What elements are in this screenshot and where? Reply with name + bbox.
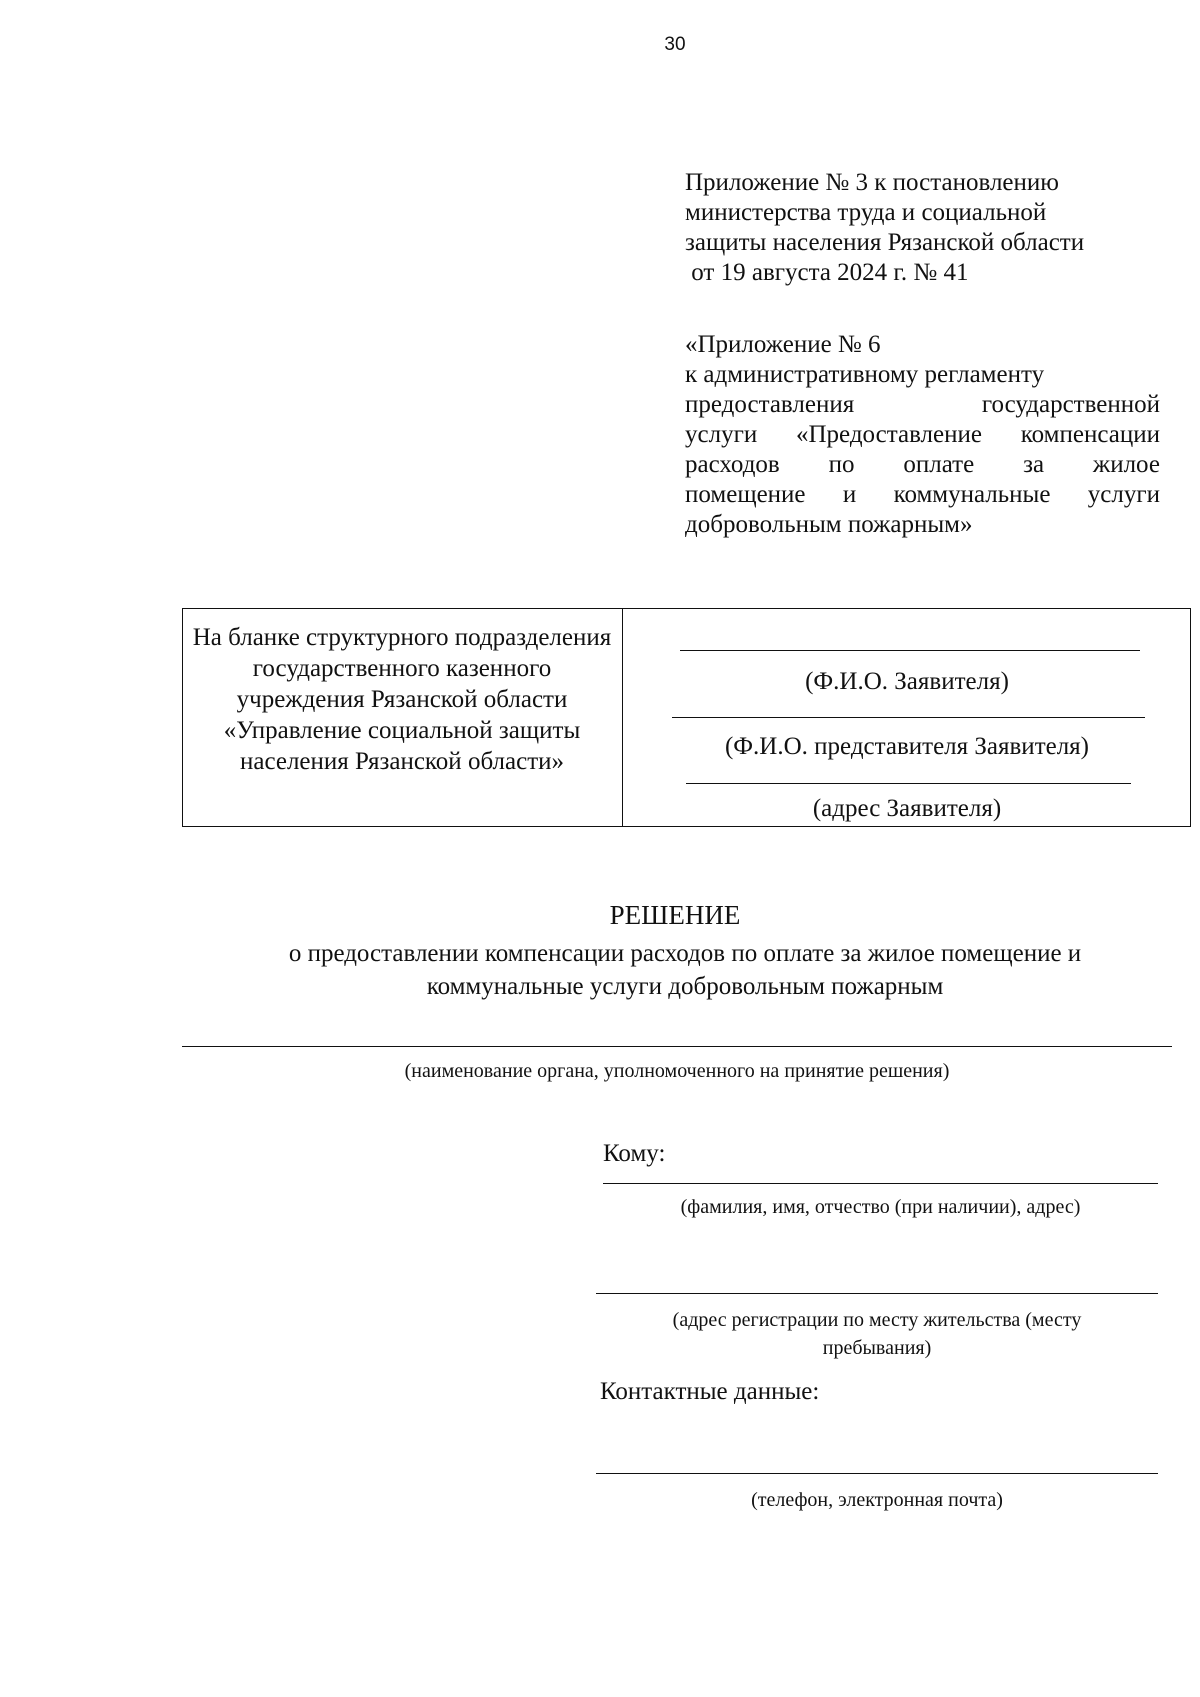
regulation-word: государственной [981, 391, 1160, 418]
regulation-line: к административному регламенту [685, 361, 1045, 388]
authority-name-line[interactable] [182, 1046, 1172, 1047]
appendix-line: защиты населения Рязанской области [685, 229, 1085, 256]
appendix-line: Приложение № 3 к постановлению [685, 169, 1059, 196]
regulation-word: жилое [1092, 451, 1160, 478]
regulation-reference [685, 330, 1160, 540]
appendix-reference [685, 168, 1200, 288]
regulation-word: предоставления [685, 391, 855, 418]
applicant-name-label: (Ф.И.О. Заявителя) [805, 668, 1009, 695]
to-label: Кому: [603, 1140, 666, 1167]
regulation-line [685, 450, 1160, 480]
regulation-line: добровольным пожарным» [685, 511, 973, 538]
applicant-address-label: (адрес Заявителя) [812, 795, 1002, 822]
decision-title: РЕШЕНИЕ [609, 900, 741, 930]
authority-caption: (наименование органа, уполномоченного на принятие решения) [404, 1060, 950, 1082]
contacts-caption: (телефон, электронная почта) [751, 1489, 1003, 1511]
regulation-line [685, 390, 1160, 420]
page-number: 30 [664, 34, 686, 55]
regulation-word: за [1023, 451, 1045, 478]
applicant-address-line[interactable] [686, 783, 1131, 784]
representative-name-line[interactable] [672, 717, 1145, 718]
representative-name-label: (Ф.И.О. представителя Заявителя) [724, 733, 1090, 760]
regulation-word: расходов [685, 451, 780, 478]
decision-subtitle-line: о предоставлении компенсации расходов по оплате за жилое помещение и [288, 940, 1082, 967]
recipient-name-caption: (фамилия, имя, отчество (при наличии), адрес) [680, 1196, 1081, 1218]
appendix-line: от 19 августа 2024 г. № 41 [685, 259, 969, 286]
registration-caption [596, 1306, 1158, 1362]
regulation-line: услуги «Предоставление компенсации [685, 421, 1160, 448]
decision-subtitle-line: коммунальные услуги добровольным пожарным [426, 973, 944, 1000]
letterhead-note: На бланке структурного подразделения государственного казенного учреждения Рязанской области «Управление социальной защиты населения Рязанской области» [192, 624, 612, 775]
contacts-line[interactable] [596, 1473, 1158, 1474]
regulation-line: «Приложение № 6 [685, 331, 881, 358]
recipient-name-line[interactable] [603, 1183, 1158, 1184]
regulation-word: по [828, 451, 855, 478]
registration-caption-line: (адрес регистрации по месту жительства (месту [672, 1309, 1082, 1331]
table-divider [622, 608, 623, 827]
applicant-name-line[interactable] [680, 650, 1140, 651]
decision-subtitle [180, 937, 1190, 1003]
contacts-label: Контактные данные: [600, 1378, 820, 1405]
appendix-line: министерства труда и социальной [685, 199, 1047, 226]
registration-address-line[interactable] [596, 1293, 1158, 1294]
registration-caption-line: пребывания) [822, 1337, 932, 1359]
regulation-line: помещение и коммунальные услуги [685, 481, 1160, 508]
regulation-word: оплате [903, 451, 975, 478]
